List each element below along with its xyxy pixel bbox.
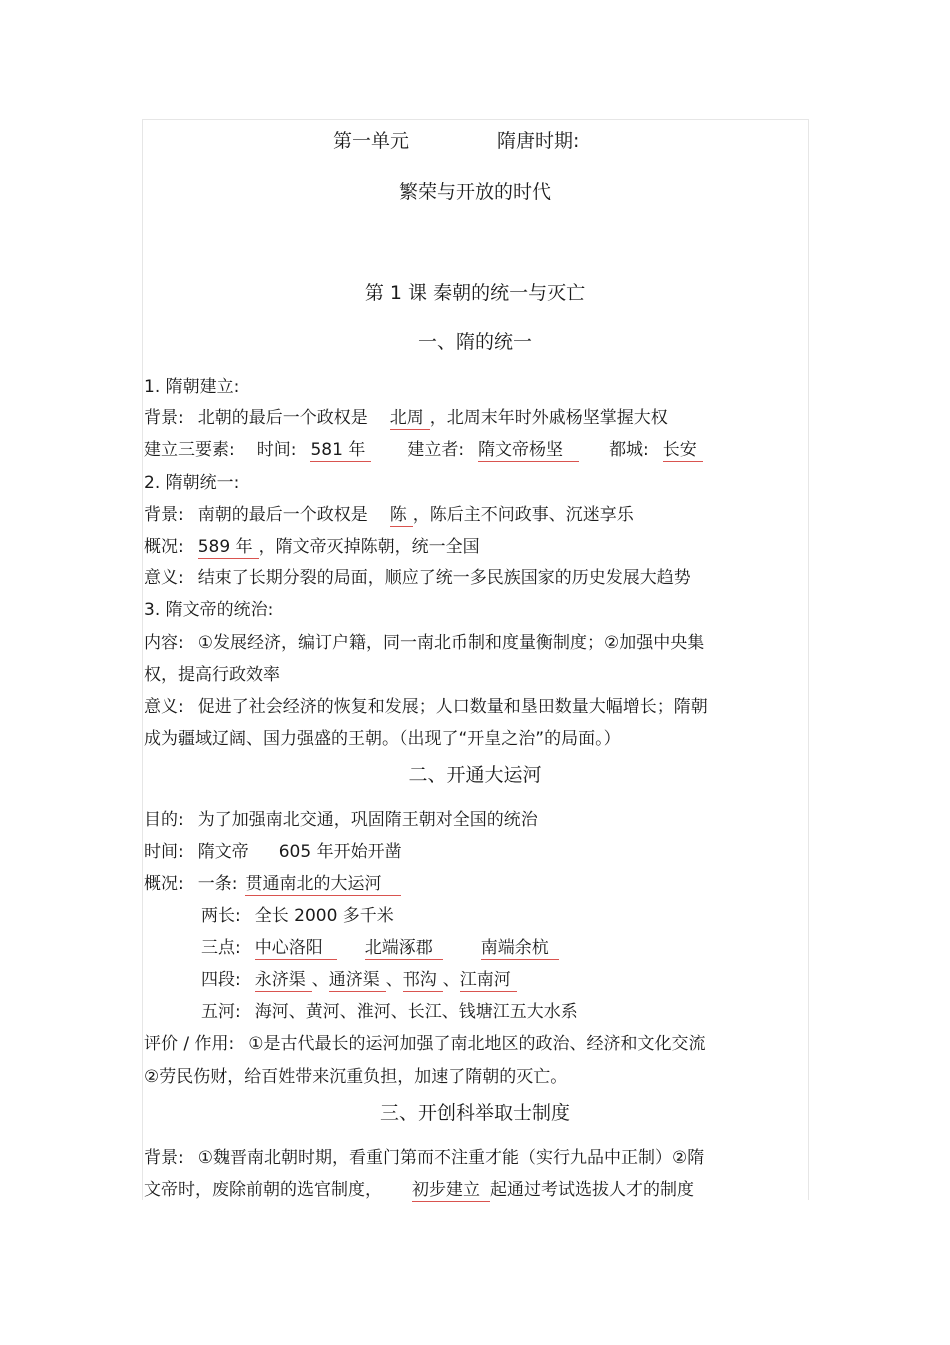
answer-blank: 长安 (663, 439, 703, 462)
point-1-elements: 建立三要素: 时间: 581 年 建立者: 隋文帝杨坚 都城: 长安 (144, 439, 703, 462)
point-1-background: 背景: 北朝的最后一个政权是 北周 ，北周末年时外戚杨坚掌握大权 (144, 408, 668, 428)
point-1-title: 1. 隋朝建立: (144, 377, 240, 397)
point-2-overview: 概况: 589 年 ，隋文帝灭掉陈朝，统一全国 (144, 537, 480, 557)
answer-blank: 贯通南北的大运河 (245, 873, 401, 896)
answer-blank: 581 年 (310, 439, 371, 462)
subtitle: 繁荣与开放的时代 (398, 181, 551, 203)
answer-blank: 邗沟 (403, 969, 443, 992)
answer-blank: 589 年 (198, 536, 259, 559)
answer-blank: 陈 (390, 504, 413, 527)
period-title: 隋唐时期: (497, 130, 580, 152)
answer-blank: 永济渠 (255, 969, 312, 992)
exam-background: 背景: ①魏晋南北朝时期，看重门第而不注重才能（实行九品中正制）②隋 (144, 1148, 705, 1168)
canal-length: 两长: 全长 2000 多千米 (201, 906, 394, 926)
point-3-content: 内容: ①发展经济，编订户籍，同一南北币制和度量衡制度；②加强中央集 (144, 633, 705, 653)
canal-sections: 四段: 永济渠 、通济渠 、邗沟 、江南河 (201, 969, 517, 992)
answer-blank: 北端涿郡 (365, 937, 443, 960)
section-2-heading: 二、开通大运河 (408, 764, 542, 786)
point-3-significance: 意义: 促进了社会经济的恢复和发展；人口数量和垦田数量大幅增长；隋朝 (144, 697, 708, 717)
point-2-background: 背景: 南朝的最后一个政权是 陈 ，陈后主不问政事、沉迷享乐 (144, 505, 634, 525)
canal-points: 三点: 中心洛阳 北端涿郡 南端余杭 (201, 937, 559, 960)
lesson-title: 第 1 课 秦朝的统一与灭亡 (364, 282, 586, 304)
section-1-heading: 一、隋的统一 (417, 331, 532, 353)
canal-overview: 概况: 一条: 贯通南北的大运河 (144, 873, 401, 896)
point-2-title: 2. 隋朝统一: (144, 473, 240, 493)
point-3-significance-cont: 成为疆域辽阔、国力强盛的王朝。（出现了“开皇之治”的局面。） (144, 729, 621, 749)
canal-evaluation-cont: ②劳民伤财，给百姓带来沉重负担，加速了隋朝的灭亡。 (144, 1067, 568, 1087)
answer-blank: 隋文帝杨坚 (478, 439, 579, 462)
answer-blank: 北周 (390, 407, 430, 430)
point-2-significance: 意义: 结束了长期分裂的局面，顺应了统一多民族国家的历史发展大趋势 (144, 568, 691, 588)
section-3-heading: 三、开创科举取士制度 (379, 1102, 570, 1124)
point-3-title: 3. 隋文帝的统治: (144, 600, 274, 620)
canal-time: 时间: 隋文帝 605 年开始开凿 (144, 842, 402, 862)
answer-blank: 初步建立 (412, 1179, 490, 1202)
answer-blank: 中心洛阳 (255, 937, 337, 960)
canal-goal: 目的: 为了加强南北交通，巩固隋王朝对全国的统治 (144, 810, 538, 830)
answer-blank: 南端余杭 (481, 937, 559, 960)
unit-title: 第一单元 (333, 130, 410, 152)
point-3-content-cont: 权，提高行政效率 (144, 665, 280, 685)
exam-background-cont: 文帝时，废除前朝的选官制度， 初步建立 起通过考试选拔人才的制度 (144, 1180, 694, 1200)
canal-evaluation: 评价 / 作用: ①是古代最长的运河加强了南北地区的政治、经济和文化交流 (144, 1034, 706, 1054)
answer-blank: 通济渠 (329, 969, 386, 992)
answer-blank: 江南河 (460, 969, 517, 992)
canal-rivers: 五河: 海河、黄河、淮河、长江、钱塘江五大水系 (201, 1002, 578, 1022)
